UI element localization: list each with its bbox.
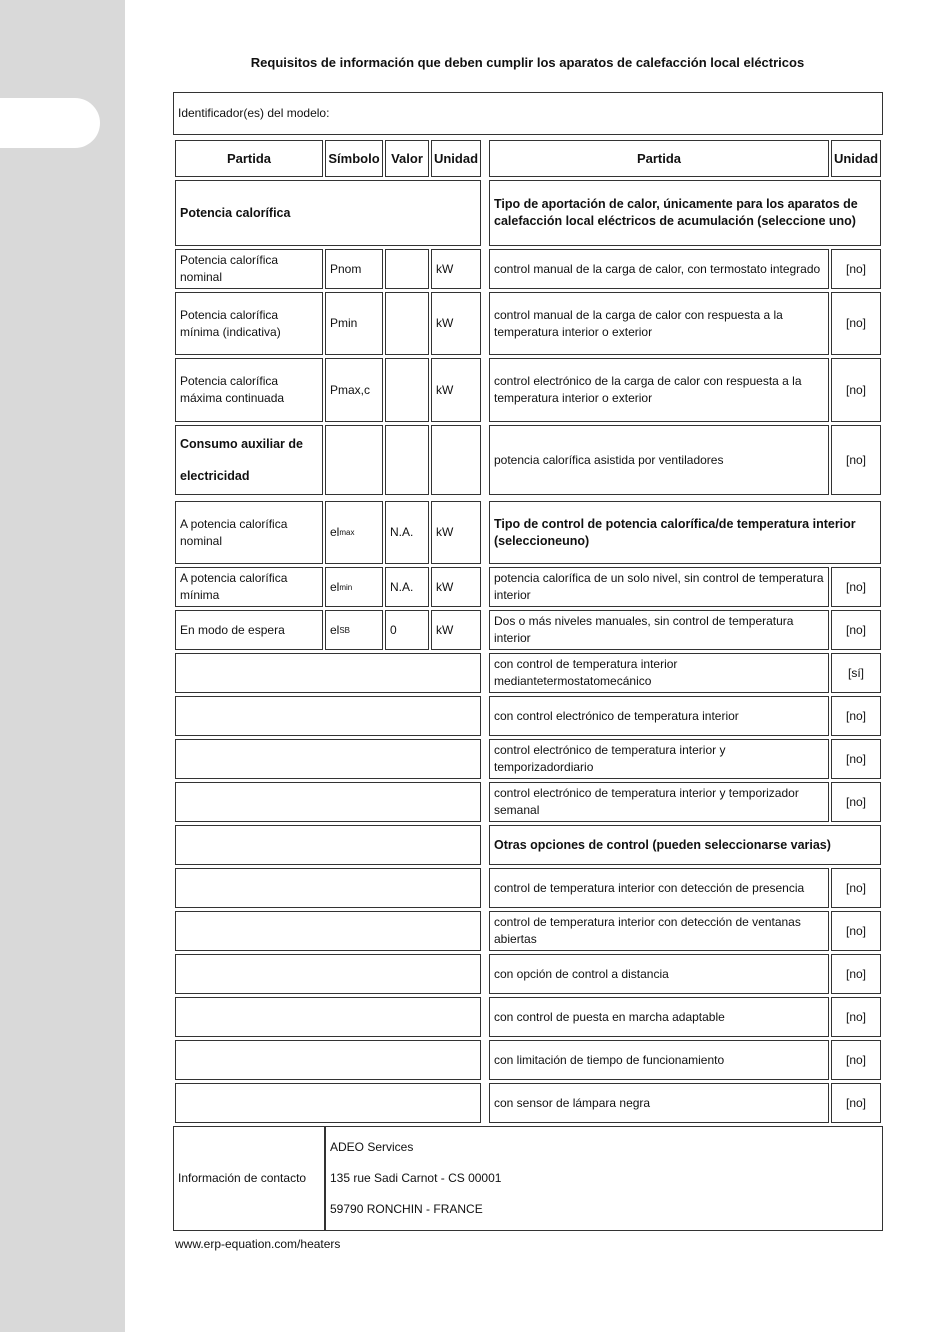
control-heading: Tipo de control de potencia calorífica/de temperatura interior (seleccioneuno) xyxy=(489,501,881,564)
info-table xyxy=(173,92,883,1231)
empty-left-cell xyxy=(175,1040,481,1080)
right-row-unit: [no] xyxy=(831,358,881,422)
heat-output-heading: Potencia calorífica xyxy=(175,180,481,246)
empty-left-cell xyxy=(175,696,481,736)
aux-row-unit: kW xyxy=(431,501,481,564)
control-row-item: Dos o más niveles manuales, sin control de temperatura interior xyxy=(489,610,829,650)
empty-left-cell xyxy=(175,1083,481,1123)
model-id-cell xyxy=(173,92,883,135)
aux-empty-unit xyxy=(431,425,481,495)
other-row-item: con opción de control a distancia xyxy=(489,954,829,994)
contact-line: 59790 RONCHIN - FRANCE xyxy=(330,1202,483,1216)
symbol-subscript: min xyxy=(339,582,353,592)
other-row-unit: [no] xyxy=(831,1083,881,1123)
right-row-item: potencia calorífica asistida por ventiladores xyxy=(489,425,829,495)
left-row-item: Potencia calorífica nominal xyxy=(175,249,323,289)
other-row-item: con control de puesta en marcha adaptable xyxy=(489,997,829,1037)
right-row-unit: [no] xyxy=(831,425,881,495)
aux-row-value: N.A. xyxy=(385,501,429,564)
contact-line: 135 rue Sadi Carnot - CS 00001 xyxy=(330,1171,502,1185)
control-row-item: con control de temperatura interior mediantetermostatomecánico xyxy=(489,653,829,693)
control-row-unit: [sí] xyxy=(831,653,881,693)
left-row-symbol: Pnom xyxy=(325,249,383,289)
empty-left-cell xyxy=(175,997,481,1037)
aux-row-item: En modo de espera xyxy=(175,610,323,650)
symbol-base: el xyxy=(330,579,340,594)
left-row-item: Potencia calorífica máxima continuada xyxy=(175,358,323,422)
control-row-unit: [no] xyxy=(831,567,881,607)
symbol-base: el xyxy=(330,525,340,539)
empty-left-cell xyxy=(175,825,481,865)
right-row-unit: [no] xyxy=(831,292,881,355)
contact-row xyxy=(173,1126,883,1231)
header-right-unit: Unidad xyxy=(831,140,881,177)
symbol-base: el xyxy=(330,622,340,637)
other-row-item: con limitación de tiempo de funcionamiento xyxy=(489,1040,829,1080)
empty-left-cell xyxy=(175,653,481,693)
left-row-unit: kW xyxy=(431,292,481,355)
aux-row-item: A potencia calorífica nominal xyxy=(175,501,323,564)
empty-left-cell xyxy=(175,739,481,779)
right-row-item: control manual de la carga de calor, con termostato integrado xyxy=(489,249,829,289)
aux-row-item: A potencia calorífica mínima xyxy=(175,567,323,607)
aux-empty-value xyxy=(385,425,429,495)
empty-left-cell xyxy=(175,911,481,951)
other-row-item: con sensor de lámpara negra xyxy=(489,1083,829,1123)
aux-row-value: 0 xyxy=(385,610,429,650)
empty-left-cell xyxy=(175,782,481,822)
aux-row-unit: kW xyxy=(431,567,481,607)
other-heading: Otras opciones de control (pueden seleccionarse varias) xyxy=(489,825,881,865)
symbol-subscript: SB xyxy=(339,625,351,635)
empty-left-cell xyxy=(175,954,481,994)
left-row-unit: kW xyxy=(431,249,481,289)
aux-row-symbol xyxy=(325,610,383,650)
other-row-unit: [no] xyxy=(831,868,881,908)
aux-heading: Consumo auxiliar de electricidad xyxy=(175,425,323,495)
other-row-item: control de temperatura interior con detección de ventanas abiertas xyxy=(489,911,829,951)
symbol-subscript: max xyxy=(339,528,355,537)
header-value: Valor xyxy=(385,140,429,177)
right-row-item: control electrónico de la carga de calor con respuesta a la temperatura interior o exterior xyxy=(489,358,829,422)
left-row-unit: kW xyxy=(431,358,481,422)
control-row-unit: [no] xyxy=(831,739,881,779)
header-unit: Unidad xyxy=(431,140,481,177)
contact-address xyxy=(325,1126,883,1231)
aux-row-unit: kW xyxy=(431,610,481,650)
control-row-item: con control electrónico de temperatura interior xyxy=(489,696,829,736)
control-row-item: potencia calorífica de un solo nivel, sin control de temperatura interior xyxy=(489,567,829,607)
control-row-item: control electrónico de temperatura interior y temporizadordiario xyxy=(489,739,829,779)
left-row-symbol: Pmin xyxy=(325,292,383,355)
control-row-unit: [no] xyxy=(831,696,881,736)
aux-empty-symbol xyxy=(325,425,383,495)
right-row-item: control manual de la carga de calor con respuesta a la temperatura interior o exterior xyxy=(489,292,829,355)
contact-label: Información de contacto xyxy=(173,1126,325,1231)
control-row-item: control electrónico de temperatura interior y temporizador semanal xyxy=(489,782,829,822)
left-row-value xyxy=(385,249,429,289)
page-tab xyxy=(0,98,100,148)
aux-row-symbol xyxy=(325,567,383,607)
left-row-item: Potencia calorífica mínima (indicativa) xyxy=(175,292,323,355)
header-symbol: Símbolo xyxy=(325,140,383,177)
control-row-unit: [no] xyxy=(831,782,881,822)
right-row-unit: [no] xyxy=(831,249,881,289)
control-row-unit: [no] xyxy=(831,610,881,650)
empty-left-cell xyxy=(175,868,481,908)
footer-url[interactable]: www.erp-equation.com/heaters xyxy=(175,1237,341,1251)
left-row-value xyxy=(385,292,429,355)
contact-line: ADEO Services xyxy=(330,1140,414,1154)
document-title: Requisitos de información que deben cumplir los aparatos de calefacción local eléctricos xyxy=(250,55,805,70)
other-row-unit: [no] xyxy=(831,1040,881,1080)
aux-row-symbol xyxy=(325,501,383,564)
model-id-label: Identificador(es) del modelo: xyxy=(178,106,330,120)
other-row-unit: [no] xyxy=(831,954,881,994)
other-row-unit: [no] xyxy=(831,911,881,951)
left-row-symbol: Pmax,c xyxy=(325,358,383,422)
page-gutter xyxy=(0,0,125,1332)
heat-input-heading: Tipo de aportación de calor, únicamente para los aparatos de calefacción local eléctricos de acumulación (seleccione uno) xyxy=(489,180,881,246)
aux-row-value: N.A. xyxy=(385,567,429,607)
header-left-item: Partida xyxy=(175,140,323,177)
other-row-unit: [no] xyxy=(831,997,881,1037)
header-right-item: Partida xyxy=(489,140,829,177)
left-row-value xyxy=(385,358,429,422)
other-row-item: control de temperatura interior con detección de presencia xyxy=(489,868,829,908)
